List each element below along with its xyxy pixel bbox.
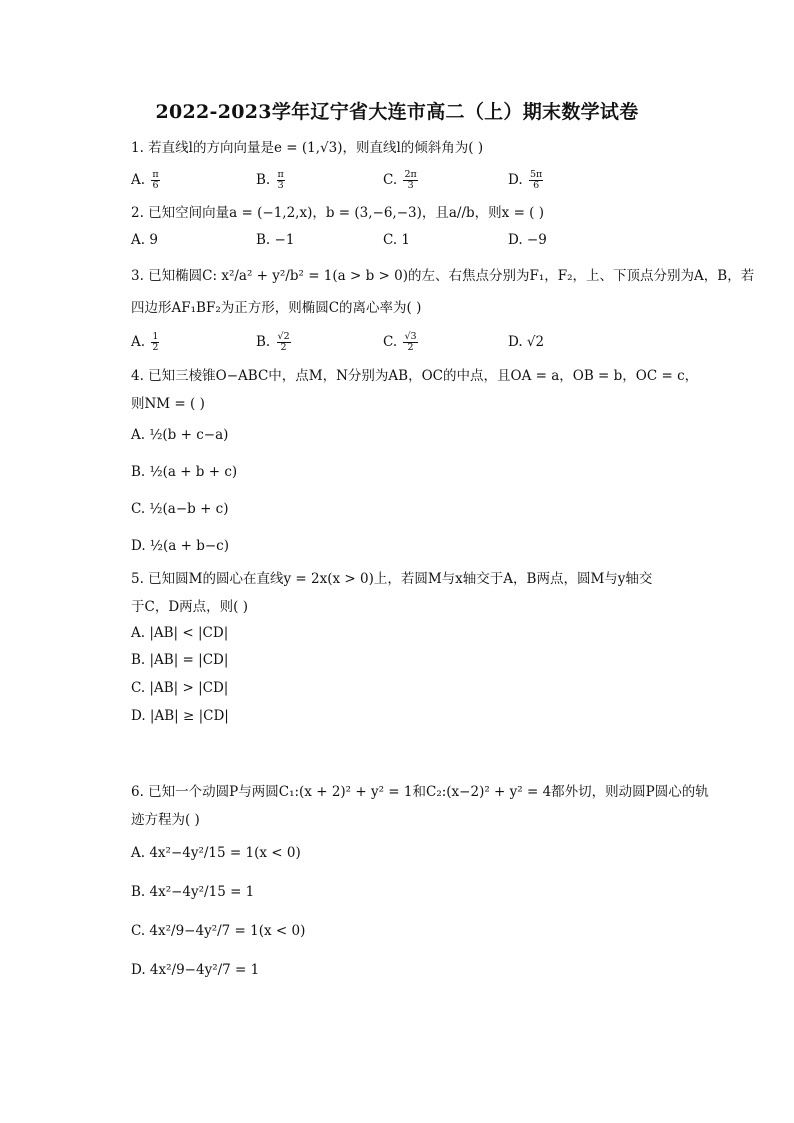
q1-option-c-label: C. [383,172,398,188]
q1-option-d-num: 5π [529,169,543,180]
q1-option-d-label: D. [508,172,523,188]
question-5-stem-line-2: 于C，D两点，则( ) [131,599,248,615]
q6-option-c: C. 4x²/9−4y²/7 = 1(x < 0) [131,923,306,939]
q4-option-d: D. ½(a + b−c) [131,538,230,554]
q3-option-b-label: B. [256,334,271,350]
q1-option-d-den: 6 [533,180,540,191]
q1-option-c-num: 2π [404,169,417,180]
q2-option-d: D. −9 [508,232,547,248]
q3-option-a-fraction [151,332,159,353]
q3-option-a-den: 2 [152,342,159,353]
q1-option-b-num: π [277,169,284,180]
q1-option-a-num: π [152,169,159,180]
q4-option-b: B. ½(a + b + c) [131,464,238,480]
q1-option-b-fraction [277,170,285,191]
question-1-stem: 1. 若直线l的方向向量是e = (1,√3)，则直线l的倾斜角为( ) [131,140,484,156]
q1-option-d-fraction [529,170,543,191]
q3-option-a [131,332,161,353]
question-3-stem-line-1: 3. 已知椭圆C: x²/a² + y²/b² = 1(a > b > 0)的左、右焦点分别为F₁，F₂，上、下顶点分别为A，B，若 [131,268,755,284]
question-5-stem-line-1: 5. 已知圆M的圆心在直线y = 2x(x > 0)上，若圆M与x轴交于A，B两点，圆M与y轴交 [131,571,653,587]
q3-option-c-den: 2 [407,342,414,353]
q2-option-c: C. 1 [383,232,411,248]
q1-option-c-den: 3 [407,180,414,191]
q5-option-b: B. |AB| = |CD| [131,652,229,668]
q5-option-d: D. |AB| ≥ |CD| [131,708,229,724]
q3-option-a-label: A. [131,334,146,350]
q1-option-b-label: B. [256,172,271,188]
q1-option-b [256,170,287,191]
q6-option-d: D. 4x²/9−4y²/7 = 1 [131,962,260,978]
q2-option-a: A. 9 [131,232,158,248]
exam-title: 2022-2023学年辽宁省大连市高二（上）期末数学试卷 [155,101,639,123]
q3-option-b-den: 2 [280,342,287,353]
q4-option-a: A. ½(b + c−a) [131,427,229,443]
q3-option-c-fraction [403,332,417,353]
question-6-stem-line-2: 迹方程为( ) [131,812,200,828]
q5-option-c: C. |AB| > |CD| [131,680,229,696]
q1-option-a-den: 6 [152,180,159,191]
q3-option-b-num: √2 [277,331,290,342]
q2-option-b: B. −1 [256,232,295,248]
q5-option-a: A. |AB| < |CD| [131,625,229,641]
q1-option-a [131,170,162,191]
q6-option-a: A. 4x²−4y²/15 = 1(x < 0) [131,845,301,861]
q3-option-a-num: 1 [152,331,159,342]
q4-option-c: C. ½(a−b + c) [131,501,229,517]
question-4-stem-line-2: 则NM = ( ) [131,396,205,412]
q1-option-a-label: A. [131,172,146,188]
question-6-stem-line-1: 6. 已知一个动圆P与两圆C₁:(x + 2)² + y² = 1和C₂:(x−2)² + y² = 4都外切，则动圆P圆心的轨 [131,784,709,800]
q1-option-d [508,170,545,191]
q1-option-b-den: 3 [277,180,284,191]
q3-option-d: D. √2 [508,334,545,350]
q3-option-c-num: √3 [404,331,417,342]
q3-option-c-label: C. [383,334,398,350]
question-3-stem-line-2: 四边形AF₁BF₂为正方形，则椭圆C的离心率为( ) [131,300,422,316]
q1-option-a-fraction [151,170,159,191]
q1-option-c-fraction [403,170,417,191]
question-4-stem-line-1: 4. 已知三棱锥O−ABC中，点M，N分别为AB，OC的中点，且OA = a，OB = b，OC = c， [131,368,699,384]
q1-option-c [383,170,420,191]
q3-option-b [256,332,293,353]
question-2-stem: 2. 已知空间向量a = (−1,2,x)，b = (3,−6,−3)，且a//b，则x = ( ) [131,205,544,221]
q6-option-b: B. 4x²−4y²/15 = 1 [131,884,255,900]
q3-option-b-fraction [277,332,291,353]
q3-option-c [383,332,420,353]
